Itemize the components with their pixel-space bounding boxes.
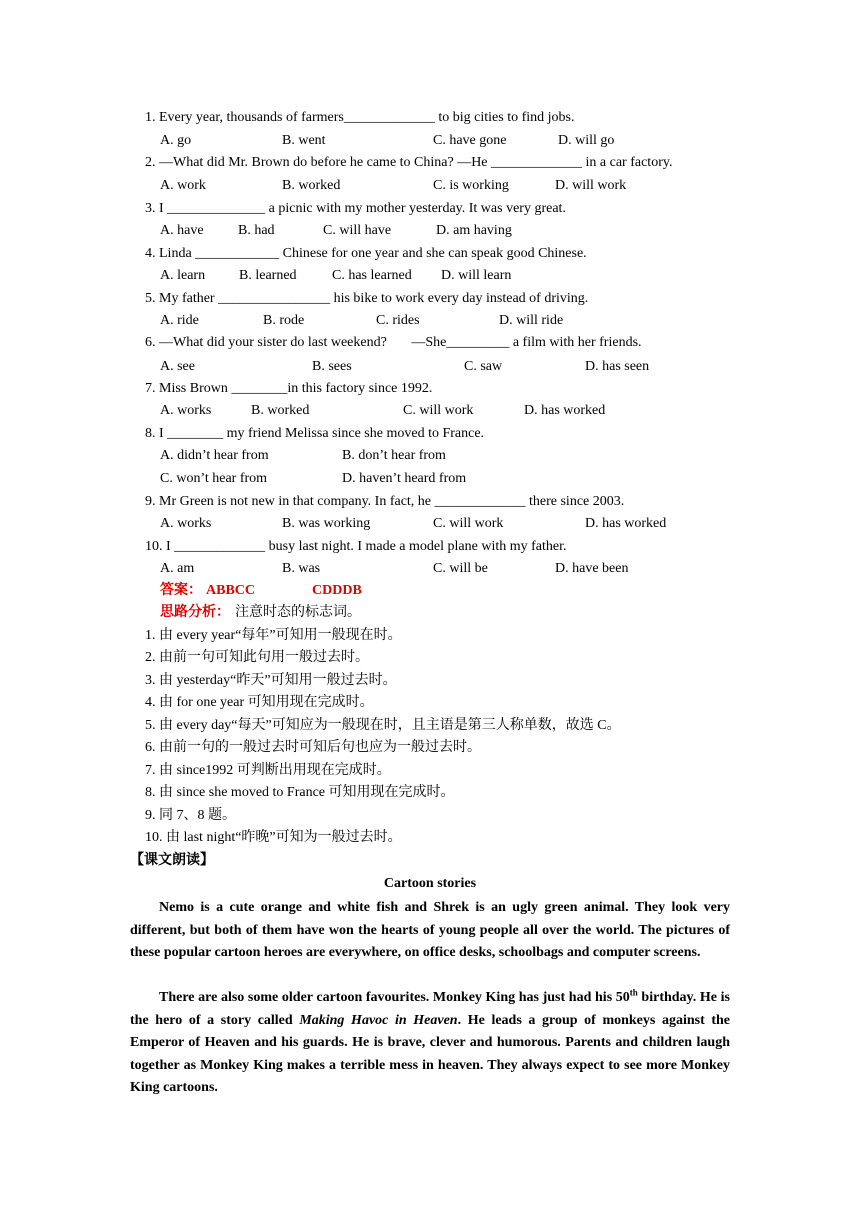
question-5-stem: 5. My father ________________ his bike to work every day instead of driving. xyxy=(145,291,589,306)
question-5-option-a: A. ride xyxy=(160,313,199,328)
analysis-intro: 注意时态的标志词。 xyxy=(235,605,361,620)
analysis-item: 8. 由 since she moved to France 可知用现在完成时。 xyxy=(145,785,455,800)
question-10-option-b: B. was xyxy=(282,561,321,576)
question-5-option-b: B. rode xyxy=(263,313,305,328)
question-8-option-d: D. haven’t heard from xyxy=(342,471,467,486)
question-4-option-b: B. learned xyxy=(239,268,297,283)
question-5-option-d: D. will ride xyxy=(499,313,564,328)
question-4-stem: 4. Linda ____________ Chinese for one year and she can speak good Chinese. xyxy=(145,246,587,261)
question-3-option-c: C. will have xyxy=(323,223,392,238)
question-4-option-c: C. has learned xyxy=(332,268,412,283)
question-8-option-b: B. don’t hear from xyxy=(342,448,446,463)
question-7-option-b: B. worked xyxy=(251,403,310,418)
analysis-item: 4. 由 for one year 可知用现在完成时。 xyxy=(145,695,374,710)
question-7-option-c: C. will work xyxy=(403,403,474,418)
analysis-label: 思路分析： xyxy=(160,605,230,620)
question-2-option-d: D. will work xyxy=(555,178,627,193)
analysis-item: 7. 由 since1992 可判断出用现在完成时。 xyxy=(145,763,391,778)
question-3-stem: 3. I ______________ a picnic with my mother yesterday. It was very great. xyxy=(145,201,566,216)
question-6-stem: 6. —What did your sister do last weekend? —She_________ a film with her friends. xyxy=(145,335,642,350)
question-8-option-a: A. didn’t hear from xyxy=(160,448,269,463)
question-2-stem: 2. —What did Mr. Brown do before he came to China? —He _____________ in a car factory. xyxy=(145,155,673,170)
analysis-item: 6. 由前一句的一般过去时可知后句也应为一般过去时。 xyxy=(145,740,481,755)
question-1-option-b: B. went xyxy=(282,133,326,148)
analysis-item: 1. 由 every year“每年”可知用一般现在时。 xyxy=(145,628,402,643)
question-1-option-c: C. have gone xyxy=(433,133,507,148)
question-3-option-a: A. have xyxy=(160,223,204,238)
answer-part-2: CDDDB xyxy=(312,583,362,598)
analysis-item: 5. 由 every day“每天”可知应为一般现在时，且主语是第三人称单数，故选 C。 xyxy=(145,718,621,733)
question-4-option-a: A. learn xyxy=(160,268,206,283)
question-2-option-c: C. is working xyxy=(433,178,509,193)
question-9-option-b: B. was working xyxy=(282,516,371,531)
reading-paragraph-2-text-a: There are also some older cartoon favourites. Monkey King has just had his 50 xyxy=(159,990,630,1005)
question-7-stem: 7. Miss Brown ________in this factory since 1992. xyxy=(145,381,433,396)
analysis-item: 9. 同 7、8 题。 xyxy=(145,808,236,823)
reading-paragraph-2-text-c: . He leads a group of monkeys against the Emperor of Heaven and his guards. He is brave, clever and humorous. Parents and children laugh together as Monkey King makes a terrible mess in heaven. They always expect to see more Monkey King cartoons. xyxy=(130,1012,731,1095)
question-8-option-c: C. won’t hear from xyxy=(160,471,268,486)
analysis-item: 3. 由 yesterday“昨天”可知用一般过去时。 xyxy=(145,673,397,688)
analysis-item: 10. 由 last night“昨晚”可知为一般过去时。 xyxy=(145,830,402,845)
question-1-option-d: D. will go xyxy=(558,133,615,148)
analysis-item: 2. 由前一句可知此句用一般过去时。 xyxy=(145,650,369,665)
question-2-option-a: A. work xyxy=(160,178,206,193)
question-7-option-d: D. has worked xyxy=(524,403,606,418)
question-2-option-b: B. worked xyxy=(282,178,341,193)
question-9-option-a: A. works xyxy=(160,516,212,531)
question-6-option-d: D. has seen xyxy=(585,359,650,374)
reading-paragraph-2-text-b: birthday. He is the hero of a story called xyxy=(130,990,730,1028)
question-5-option-c: C. rides xyxy=(376,313,420,328)
question-10-stem: 10. I _____________ busy last night. I made a model plane with my father. xyxy=(145,539,567,554)
question-10-option-d: D. have been xyxy=(555,561,629,576)
question-6-option-b: B. sees xyxy=(312,359,352,374)
question-1-option-a: A. go xyxy=(160,133,192,148)
question-9-option-d: D. has worked xyxy=(585,516,667,531)
question-1-stem: 1. Every year, thousands of farmers_____________ to big cities to find jobs. xyxy=(145,110,575,125)
question-4-option-d: D. will learn xyxy=(441,268,512,283)
ordinal-superscript: th xyxy=(629,987,638,998)
reading-paragraph-2 xyxy=(130,987,730,1100)
question-10-option-a: A. am xyxy=(160,561,195,576)
reading-section-label: 【课文朗读】 xyxy=(130,853,214,868)
question-3-option-d: D. am having xyxy=(436,223,512,238)
question-8-stem: 8. I ________ my friend Melissa since she moved to France. xyxy=(145,426,485,441)
question-9-option-c: C. will work xyxy=(433,516,504,531)
question-10-option-c: C. will be xyxy=(433,561,488,576)
question-3-option-b: B. had xyxy=(238,223,275,238)
answer-label: 答案： xyxy=(160,583,202,598)
reading-title: Cartoon stories xyxy=(383,876,477,891)
reading-paragraph-1 xyxy=(130,897,730,965)
reading-paragraph-1-text: Nemo is a cute orange and white fish and Shrek is an ugly green animal. They look very different, but both of them have won the hearts of young people all over the world. The pictures of these popular cartoon heroes are everywhere, on office desks, schoolbags and computer screens. xyxy=(130,900,730,960)
question-7-option-a: A. works xyxy=(160,403,212,418)
story-title-italic: Making Havoc in Heaven xyxy=(299,1012,458,1028)
question-9-stem: 9. Mr Green is not new in that company. In fact, he _____________ there since 2003. xyxy=(145,494,625,509)
question-6-option-c: C. saw xyxy=(464,359,503,374)
answer-part-1: ABBCC xyxy=(206,583,256,598)
question-6-option-a: A. see xyxy=(160,359,195,374)
